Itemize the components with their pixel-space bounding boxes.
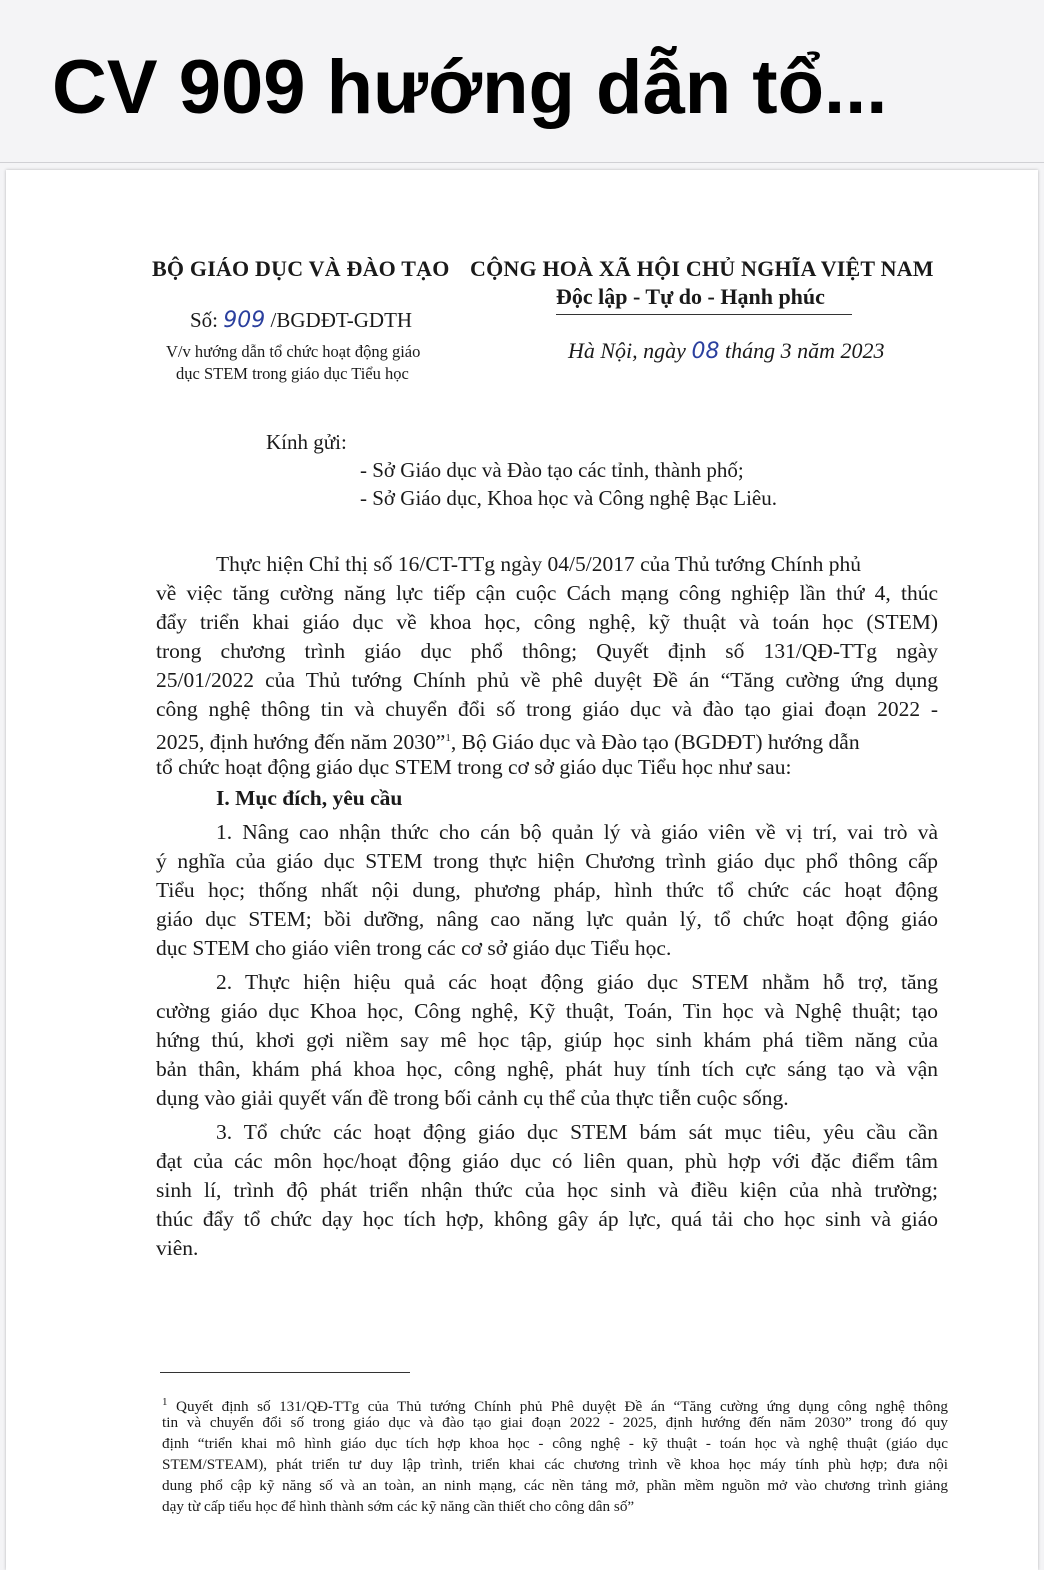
para1-line: 1. Nâng cao nhận thức cho cán bộ quản lý và giáo viên về vị trí, vai trò và bbox=[216, 820, 938, 844]
intro-line: đẩy triển khai giáo dục về khoa học, công nghệ, kỹ thuật và toán học (STEM) bbox=[156, 610, 938, 634]
para2-line: 2. Thực hiện hiệu quả các hoạt động giáo dục STEM nhằm hỗ trợ, tăng bbox=[216, 970, 938, 994]
intro-line: về việc tăng cường năng lực tiếp cận cuộc Cách mạng công nghiệp lần thứ 4, thúc bbox=[156, 581, 938, 605]
subject-line-1: V/v hướng dẫn tổ chức hoạt động giáo bbox=[166, 342, 421, 361]
footnote-line: dạy từ cấp tiểu học để hình thành sớm các kỹ năng cần thiết cho công dân số” bbox=[162, 1498, 635, 1515]
para3-line: viên. bbox=[156, 1236, 199, 1260]
date-day: 08 bbox=[691, 339, 720, 364]
document-number-suffix: /BGDĐT-GDTH bbox=[270, 308, 413, 332]
para2-line: hứng thú, khơi gợi niềm say mê học tập, giúp học sinh khám phá tiềm năng của bbox=[156, 1028, 938, 1052]
para1-line: ý nghĩa của giáo dục STEM trong thực hiện Chương trình giáo dục phổ thông cấp bbox=[156, 849, 938, 873]
date-prefix: Hà Nội, ngày bbox=[568, 338, 686, 363]
document-number bbox=[190, 308, 412, 333]
national-title: CỘNG HOÀ XÃ HỘI CHỦ NGHĨA VIỆT NAM bbox=[470, 256, 934, 281]
footnote-line: dung phổ cập kỹ năng số và an toàn, an ninh mạng, các nền tảng mở, phần mềm nguồn mở vào chương trình giảng bbox=[162, 1477, 948, 1494]
para2-line: cường giáo dục Khoa học, Công nghệ, Kỹ thuật, Toán, Tin học và Nghệ thuật; tạo bbox=[156, 999, 938, 1023]
para3-line: sinh lí, trình độ phát triển nhận thức của học sinh và điều kiện của nhà trường; bbox=[156, 1178, 938, 1202]
issue-date bbox=[568, 338, 884, 364]
para2-line: bản thân, khám phá khoa học, công nghệ, phát huy tính tích cực sáng tạo và vận bbox=[156, 1057, 938, 1081]
intro-line: tổ chức hoạt động giáo dục STEM trong cơ sở giáo dục Tiểu học như sau: bbox=[156, 755, 792, 779]
para2-line: dụng vào giải quyết vấn đề trong bối cảnh cụ thể của thực tiễn cuộc sống. bbox=[156, 1086, 789, 1110]
para1-line: giáo dục STEM; bồi dưỡng, nâng cao năng lực quản lý, tổ chức hoạt động giáo bbox=[156, 907, 938, 931]
recipients-greeting: Kính gửi: bbox=[266, 430, 347, 454]
section-heading: I. Mục đích, yêu cầu bbox=[216, 786, 403, 810]
intro-line: 25/01/2022 của Thủ tướng Chính phủ về phê duyệt Đề án “Tăng cường ứng dụng bbox=[156, 668, 938, 692]
intro-line: trong chương trình giáo dục phổ thông; Quyết định số 131/QĐ-TTg ngày bbox=[156, 639, 938, 663]
document-number-value: 909 bbox=[223, 308, 266, 333]
footnote-line: tin và chuyển đổi số trong giáo dục và đào tạo giai đoạn 2022 - 2025, định hướng đến năm 2030” trong đó quy bbox=[162, 1414, 948, 1431]
footnote-line: định “triển khai mô hình giáo dục tích hợp khoa học - công nghệ - kỹ thuật - toán học và nghệ thuật (giáo dục bbox=[162, 1435, 948, 1452]
para3-line: 3. Tổ chức các hoạt động giáo dục STEM bám sát mục tiêu, yêu cầu cần bbox=[216, 1120, 938, 1144]
para1-line: dục STEM cho giáo viên trong các cơ sở giáo dục Tiểu học. bbox=[156, 936, 672, 960]
footnote-ref: 1 bbox=[445, 732, 451, 744]
subject-line-2: dục STEM trong giáo dục Tiểu học bbox=[176, 364, 409, 383]
intro-line-text: 2025, định hướng đến năm 2030” bbox=[156, 730, 446, 755]
recipient-item: - Sở Giáo dục và Đào tạo các tỉnh, thành phố; bbox=[360, 458, 744, 482]
footnote-line: STEM/STEAM), phát triển tư duy lập trình, triển khai các chương trình về khoa học máy tính phù hợp; đưa nội bbox=[162, 1456, 948, 1473]
footnote-text: Quyết định số 131/QĐ-TTg của Thủ tướng Chính phủ Phê duyệt Đề án “Tăng cường ứng dụng công nghệ thông bbox=[176, 1398, 949, 1416]
footnote-marker: 1 bbox=[162, 1396, 168, 1408]
para1-line: Tiểu học; thống nhất nội dung, phương pháp, hình thức tổ chức các hoạt động bbox=[156, 878, 938, 902]
issuing-agency: BỘ GIÁO DỤC VÀ ĐÀO TẠO bbox=[152, 256, 450, 281]
date-suffix: tháng 3 năm 2023 bbox=[724, 338, 885, 363]
recipient-item: - Sở Giáo dục, Khoa học và Công nghệ Bạc Liêu. bbox=[360, 486, 778, 510]
document-number-label: Số: bbox=[190, 308, 219, 332]
intro-line: Thực hiện Chỉ thị số 16/CT-TTg ngày 04/5/2017 của Thủ tướng Chính phủ bbox=[216, 552, 861, 576]
para3-line: thúc đẩy tổ chức dạy học tích hợp, không gây áp lực, quá tải cho học sinh và giáo bbox=[156, 1207, 938, 1231]
para3-line: đạt của các môn học/hoạt động giáo dục có liên quan, phù hợp với đặc điểm tâm bbox=[156, 1149, 938, 1173]
intro-line-tail: , Bộ Giáo dục và Đào tạo (BGDĐT) hướng dẫn bbox=[450, 730, 860, 755]
motto-underline bbox=[556, 314, 852, 315]
document-title: CV 909 hướng dẫn tổ... bbox=[52, 45, 888, 130]
title-bar bbox=[0, 0, 1044, 163]
footnote-separator bbox=[160, 1372, 410, 1373]
national-motto: Độc lập - Tự do - Hạnh phúc bbox=[556, 284, 825, 309]
intro-line: công nghệ thông tin và chuyển đổi số trong giáo dục và đào tạo giai đoạn 2022 - bbox=[156, 697, 938, 721]
